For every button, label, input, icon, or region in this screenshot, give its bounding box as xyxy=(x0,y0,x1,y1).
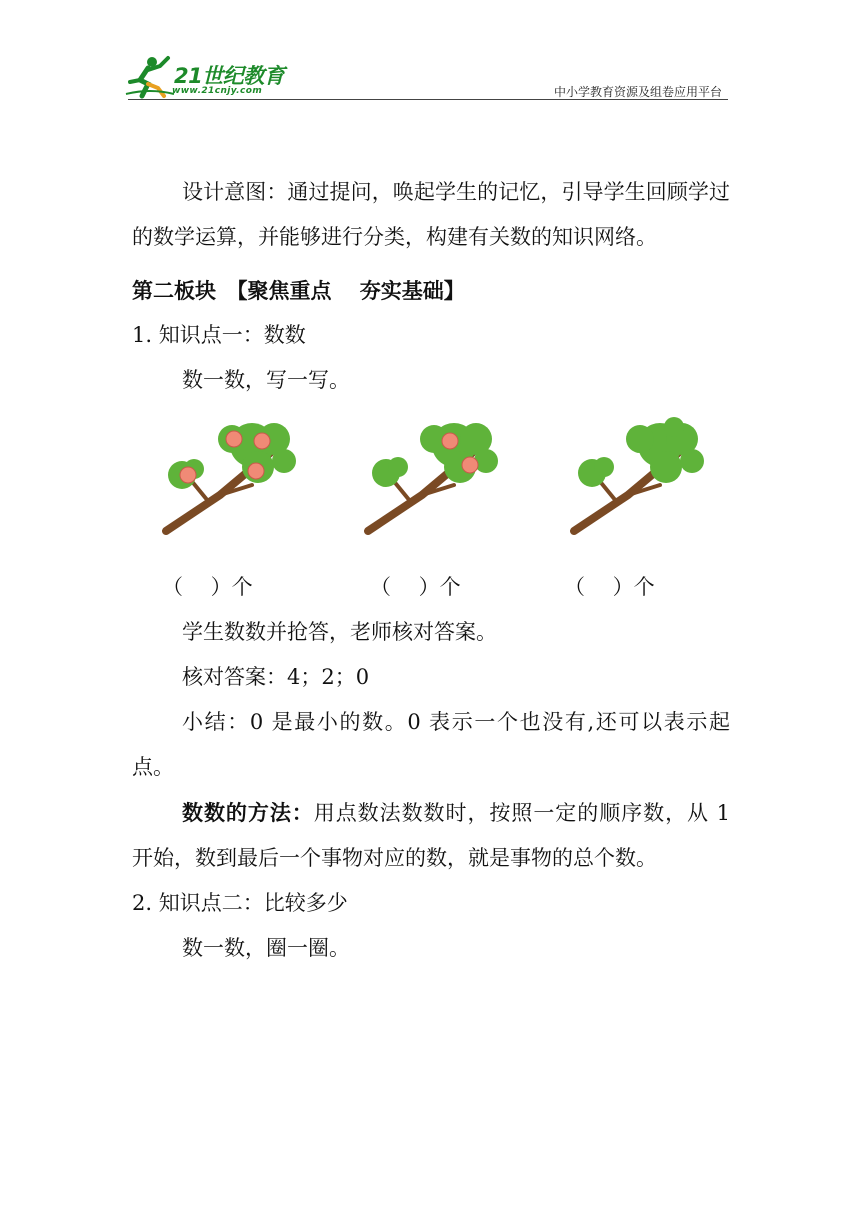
counting-method-text: 用点数法数数时，按照一定的顺序数，从 1 开始，数到最后一个事物对应的数，就是事物的总个数。 xyxy=(132,801,730,870)
logo-text: 21世纪教育 xyxy=(174,64,285,88)
logo xyxy=(124,54,294,100)
logo-url: www.21cnjy.com xyxy=(172,86,263,96)
runner-logo-icon xyxy=(124,54,176,100)
answer-blank-2: （ ）个 xyxy=(370,575,461,599)
answer-blank-3: （ ）个 xyxy=(564,575,655,599)
design-intent-paragraph: 设计意图：通过提问，唤起学生的记忆，引导学生回顾学过的数学运算，并能够进行分类，构建有关数的知识网络。 xyxy=(132,180,730,249)
counting-method-paragraph xyxy=(132,790,730,881)
header-divider xyxy=(128,99,728,100)
activity-text: 学生数数并抢答，老师核对答案。 xyxy=(182,620,497,644)
tree-illustrations xyxy=(132,413,730,565)
page-header xyxy=(124,54,728,104)
header-slogan: 中小学教育资源及组卷应用平台 xyxy=(553,85,722,99)
circle-task-instruction: 数一数，圈一圈。 xyxy=(182,936,350,960)
tree-branch-icon-3 xyxy=(570,413,715,538)
count-task-instruction: 数一数，写一写。 xyxy=(182,368,350,392)
peach-tree-icon-1 xyxy=(162,413,307,538)
knowledge-point-1-title: 1. 知识点一：数数 xyxy=(132,323,306,347)
section-title: 第二板块 【聚焦重点 夯实基础】 xyxy=(132,278,465,303)
counting-method-label: 数数的方法： xyxy=(182,800,314,825)
peach-tree-icon-2 xyxy=(364,413,509,538)
answer-blanks xyxy=(132,565,730,610)
knowledge-point-2-title: 2. 知识点二：比较多少 xyxy=(132,891,348,915)
document-body xyxy=(132,170,730,971)
answer-blank-1: （ ）个 xyxy=(162,575,253,599)
answer-check-text: 核对答案：4；2；0 xyxy=(182,665,370,689)
summary-paragraph: 小结：0 是最小的数。0 表示一个也没有,还可以表示起点。 xyxy=(132,710,730,779)
